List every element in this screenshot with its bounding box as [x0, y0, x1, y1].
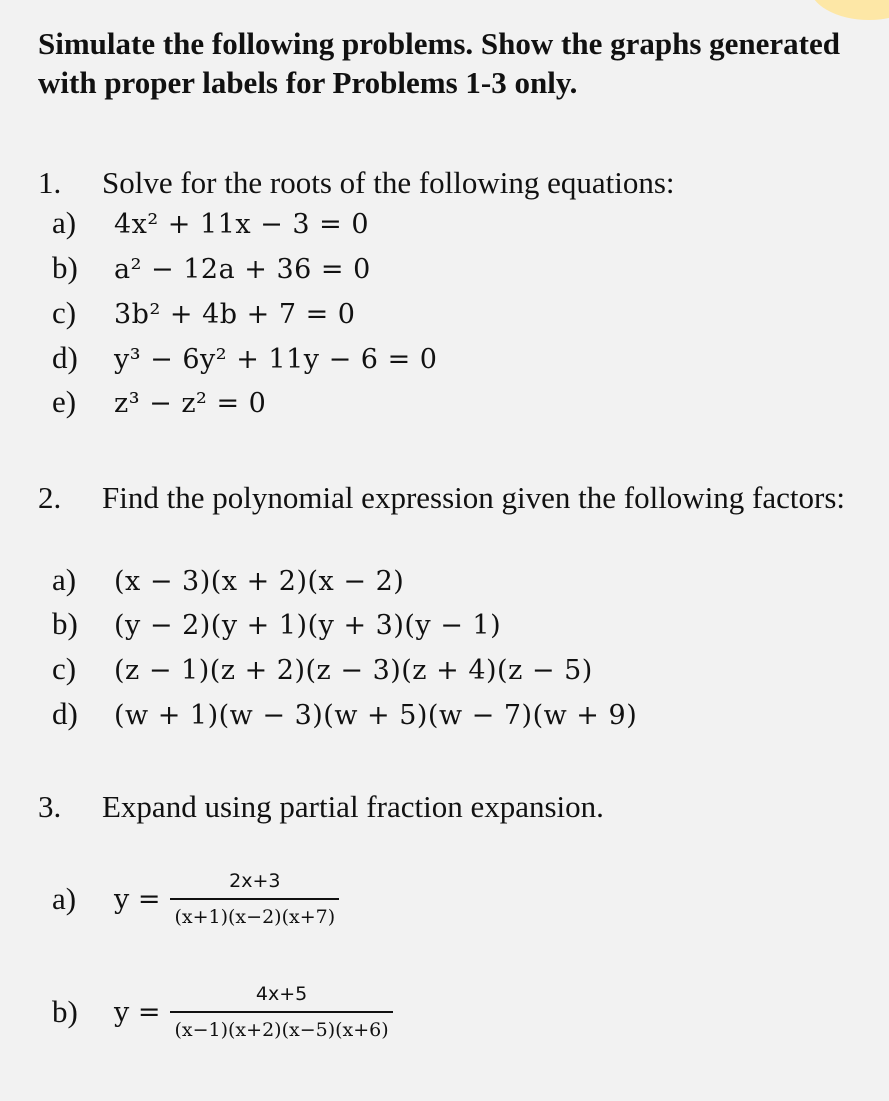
problem-2-item-a — [52, 561, 404, 601]
problem-1-item-c — [52, 294, 355, 334]
expression: (x − 3)(x + 2)(x − 2) — [114, 566, 405, 597]
problem-1-item-a — [52, 204, 369, 244]
item-label: d) — [52, 340, 78, 375]
expression: (z − 1)(z + 2)(z − 3)(z + 4)(z − 5) — [114, 655, 593, 686]
item-label: b) — [52, 250, 78, 285]
problem-3-item-a — [52, 870, 339, 928]
fraction-denominator: (x+1)(x−2)(x+7) — [170, 898, 339, 928]
fraction-numerator: 2x+3 — [229, 870, 281, 892]
item-label: a) — [52, 205, 77, 240]
item-label: c) — [52, 295, 77, 330]
item-label: b) — [52, 606, 78, 641]
problem-number: 1. — [38, 165, 62, 200]
item-label: b) — [52, 994, 78, 1029]
equation: y³ − 6y² + 11y − 6 = 0 — [114, 344, 438, 375]
problem-2-item-c — [52, 650, 593, 690]
problem-number: 2. — [38, 480, 62, 515]
fraction — [170, 983, 392, 1041]
fraction — [170, 870, 339, 928]
problem-1-item-b — [52, 249, 371, 289]
item-label: a) — [52, 562, 77, 597]
problem-text: Solve for the roots of the following equations: — [102, 165, 675, 200]
instructions-heading: Simulate the following problems. Show the graphs generated with proper labels for Problems 1-3 only. — [38, 26, 841, 100]
equation-lhs: y = — [114, 883, 161, 915]
equation: a² − 12a + 36 = 0 — [114, 254, 371, 285]
item-label: a) — [52, 881, 77, 916]
item-label: e) — [52, 384, 77, 419]
equation: 3b² + 4b + 7 = 0 — [114, 299, 356, 330]
equation: z³ − z² = 0 — [114, 388, 267, 419]
equation-lhs: y = — [114, 996, 161, 1028]
item-label: d) — [52, 696, 78, 731]
problem-text: Find the polynomial expression given the following factors: — [102, 480, 846, 515]
problem-3-item-b — [52, 983, 393, 1041]
expression: (y − 2)(y + 1)(y + 3)(y − 1) — [114, 610, 502, 641]
corner-decoration — [809, 0, 889, 20]
fraction-numerator: 4x+5 — [255, 983, 308, 1005]
equation: 4x² + 11x − 3 = 0 — [114, 209, 370, 240]
problem-number: 3. — [38, 789, 62, 824]
problem-text: Expand using partial fraction expansion. — [102, 789, 604, 824]
problem-2-item-b — [52, 605, 501, 645]
problem-1-item-d — [52, 339, 437, 379]
expression: (w + 1)(w − 3)(w + 5)(w − 7)(w + 9) — [114, 700, 638, 731]
item-label: c) — [52, 651, 77, 686]
problem-1-item-e — [52, 383, 266, 423]
fraction-denominator: (x−1)(x+2)(x−5)(x+6) — [170, 1011, 392, 1041]
problem-2-item-d — [52, 695, 637, 735]
